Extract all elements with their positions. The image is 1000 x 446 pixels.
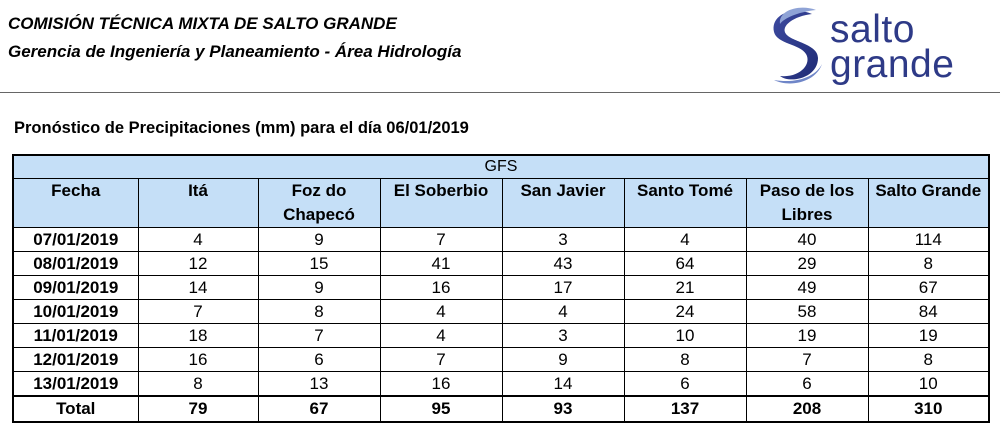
total-cell: 93 [502,396,624,422]
column-header [13,179,138,228]
value-cell: 4 [380,324,502,348]
column-header [746,179,868,228]
total-cell: 95 [380,396,502,422]
value-cell: 13 [258,372,380,397]
logo-mark-icon [760,4,830,88]
model-row [13,155,989,179]
value-cell: 6 [624,372,746,397]
value-cell: 8 [258,300,380,324]
value-cell: 49 [746,276,868,300]
value-cell: 43 [502,252,624,276]
value-cell: 8 [868,348,989,372]
column-header-label: Foz do Chapecó [283,181,355,224]
value-cell: 4 [624,228,746,252]
value-cell: 4 [502,300,624,324]
value-cell: 84 [868,300,989,324]
total-cell: 208 [746,396,868,422]
value-cell: 19 [868,324,989,348]
table-row [13,300,989,324]
value-cell: 7 [258,324,380,348]
logo-word-salto: salto [830,8,915,51]
value-cell: 40 [746,228,868,252]
total-cell: 137 [624,396,746,422]
value-cell: 114 [868,228,989,252]
value-cell: 10 [624,324,746,348]
header-row [13,179,989,228]
value-cell: 29 [746,252,868,276]
date-cell: 10/01/2019 [13,300,138,324]
value-cell: 8 [624,348,746,372]
value-cell: 24 [624,300,746,324]
value-cell: 9 [258,276,380,300]
value-cell: 4 [380,300,502,324]
date-cell: 12/01/2019 [13,348,138,372]
forecast-title: Pronóstico de Precipitaciones (mm) para el día 06/01/2019 [14,119,469,137]
column-header [380,179,502,228]
column-header-label: Salto Grande [875,181,982,200]
value-cell: 6 [746,372,868,397]
table-row [13,348,989,372]
table-row [13,252,989,276]
column-header [138,179,258,228]
value-cell: 15 [258,252,380,276]
value-cell: 4 [138,228,258,252]
value-cell: 21 [624,276,746,300]
value-cell: 58 [746,300,868,324]
value-cell: 18 [138,324,258,348]
table-row [13,276,989,300]
column-header [624,179,746,228]
value-cell: 16 [380,372,502,397]
date-cell: 13/01/2019 [13,372,138,397]
date-cell: 09/01/2019 [13,276,138,300]
model-label: GFS [13,155,989,179]
value-cell: 7 [746,348,868,372]
column-header [868,179,989,228]
value-cell: 10 [868,372,989,397]
value-cell: 3 [502,324,624,348]
table-row [13,324,989,348]
value-cell: 9 [502,348,624,372]
value-cell: 9 [258,228,380,252]
value-cell: 64 [624,252,746,276]
column-header-label: Paso de los Libres [759,181,855,224]
department-subtitle: Gerencia de Ingeniería y Planeamiento - Área Hidrología [8,42,462,61]
table-row [13,372,989,397]
column-header-label: Fecha [51,181,101,200]
value-cell: 6 [258,348,380,372]
value-cell: 3 [502,228,624,252]
logo-word-grande: grande [830,43,955,86]
value-cell: 7 [138,300,258,324]
value-cell: 7 [380,348,502,372]
column-header-label: El Soberbio [393,181,489,200]
total-cell: 79 [138,396,258,422]
value-cell: 8 [138,372,258,397]
date-cell: 07/01/2019 [13,228,138,252]
value-cell: 8 [868,252,989,276]
value-cell: 67 [868,276,989,300]
value-cell: 19 [746,324,868,348]
value-cell: 14 [502,372,624,397]
total-cell: 310 [868,396,989,422]
value-cell: 7 [380,228,502,252]
column-header [502,179,624,228]
date-cell: 08/01/2019 [13,252,138,276]
column-header [258,179,380,228]
value-cell: 16 [380,276,502,300]
organization-title: COMISIÓN TÉCNICA MIXTA DE SALTO GRANDE [8,14,397,33]
column-header-label: San Javier [520,181,606,200]
total-cell: 67 [258,396,380,422]
value-cell: 17 [502,276,624,300]
table-row [13,228,989,252]
total-row [13,396,989,422]
value-cell: 12 [138,252,258,276]
value-cell: 14 [138,276,258,300]
header-divider [0,92,1000,93]
value-cell: 41 [380,252,502,276]
column-header-label: Itá [188,181,208,200]
value-cell: 16 [138,348,258,372]
salto-grande-logo [760,4,990,88]
total-label: Total [13,396,138,422]
precipitation-table [12,154,990,423]
date-cell: 11/01/2019 [13,324,138,348]
column-header-label: Santo Tomé [636,181,734,200]
